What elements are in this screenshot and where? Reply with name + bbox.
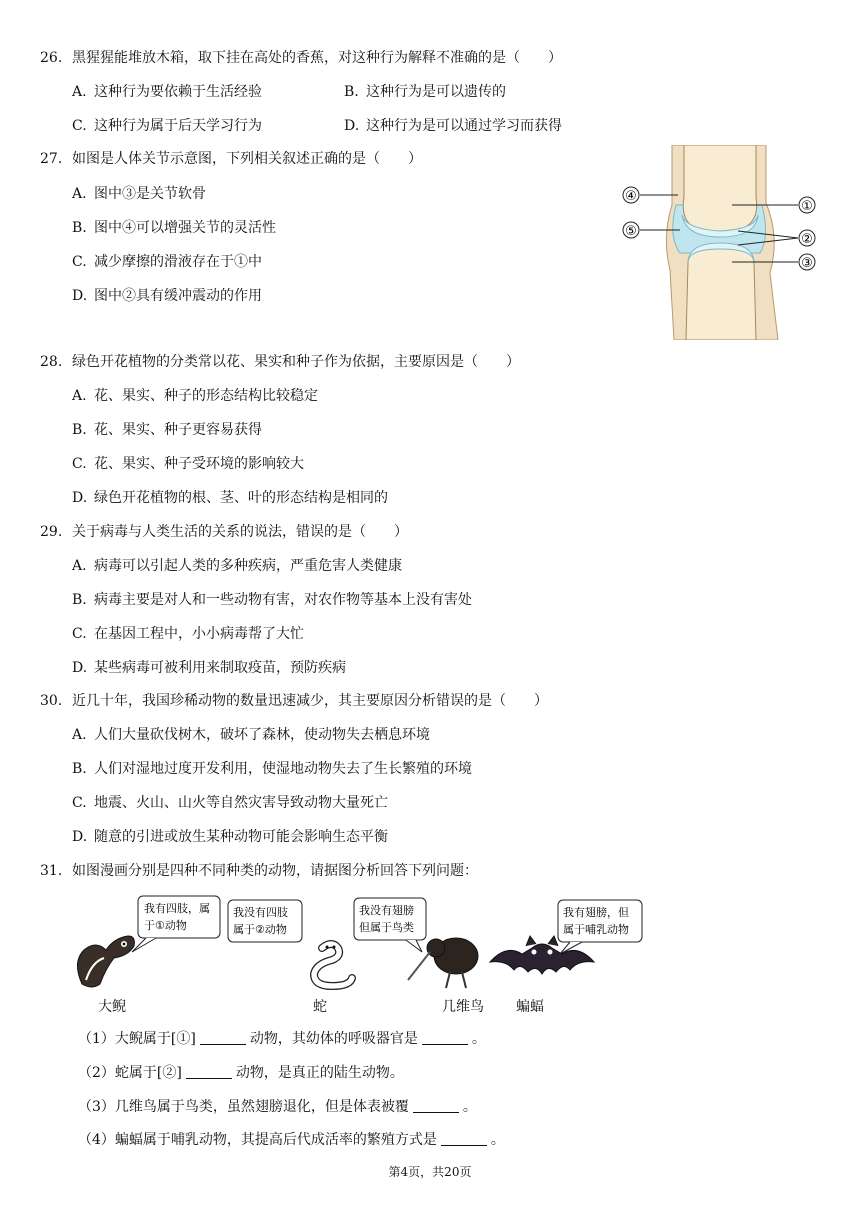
- option-30-d[interactable]: D. 随意的引进或放生某种动物可能会影响生态平衡: [72, 829, 388, 845]
- speech-bubble-2: [228, 900, 302, 942]
- question-text: 如图是人体关节示意图，下列相关叙述正确的是（ ）: [72, 151, 422, 167]
- question-26: [40, 49, 562, 67]
- giant-salamander-image: [77, 936, 134, 987]
- animal-name-snake: 蛇: [313, 999, 327, 1015]
- answer-blank[interactable]: [186, 1064, 232, 1079]
- question-text: 绿色开花植物的分类常以花、果实和种子作为依据，主要原因是（ ）: [72, 354, 520, 370]
- question-28: [40, 353, 520, 371]
- option-27-c[interactable]: C. 减少摩擦的滑液存在于①中: [72, 254, 262, 270]
- option-27-b[interactable]: B. 图中④可以增强关节的灵活性: [72, 220, 276, 236]
- svg-text:于①动物: 于①动物: [144, 919, 187, 932]
- subquestion-1: （1）大鲵属于[①] 动物，其幼体的呼吸器官是 。: [78, 1031, 486, 1047]
- speech-bubble-3: [354, 898, 426, 952]
- svg-text:④: ④: [625, 189, 637, 204]
- question-text: 近几十年，我国珍稀动物的数量迅速减少，其主要原因分析错误的是（ ）: [72, 693, 548, 709]
- option-28-b[interactable]: B. 花、果实、种子更容易获得: [72, 422, 262, 438]
- animal-name-kiwi: 几维鸟: [442, 999, 484, 1015]
- option-28-c[interactable]: C. 花、果实、种子受环境的影响较大: [72, 456, 304, 472]
- option-27-d[interactable]: D. 图中②具有缓冲震动的作用: [72, 288, 262, 304]
- label-2: [799, 230, 815, 247]
- option-30-b[interactable]: B. 人们对湿地过度开发利用，使湿地动物失去了生长繁殖的环境: [72, 761, 472, 777]
- question-text: 黑猩猩能堆放木箱，取下挂在高处的香蕉，对这种行为解释不准确的是（ ）: [72, 50, 562, 66]
- question-text: 关于病毒与人类生活的关系的说法，错误的是（ ）: [72, 524, 408, 540]
- answer-blank[interactable]: [422, 1030, 468, 1045]
- svg-text:属于②动物: 属于②动物: [233, 923, 287, 936]
- label-1: [799, 197, 815, 214]
- svg-text:①: ①: [801, 199, 813, 214]
- subquestion-2: （2）蛇属于[②] 动物，是真正的陆生动物。: [78, 1065, 404, 1081]
- speech-bubble-1: [132, 896, 220, 952]
- option-27-a[interactable]: A. 图中③是关节软骨: [72, 186, 206, 202]
- question-number: 28.: [40, 354, 63, 370]
- question-number: 26.: [40, 50, 63, 66]
- answer-blank[interactable]: [200, 1030, 246, 1045]
- speech-bubble-4: [558, 900, 642, 954]
- answer-blank[interactable]: [441, 1131, 487, 1146]
- option-28-d[interactable]: D. 绿色开花植物的根、茎、叶的形态结构是相同的: [72, 490, 388, 506]
- animal-name-bat: 蝙蝠: [516, 999, 544, 1015]
- question-30: [40, 692, 548, 710]
- option-29-c[interactable]: C. 在基因工程中，小小病毒帮了大忙: [72, 626, 304, 642]
- question-text: 如图漫画分别是四种不同种类的动物，请据图分析回答下列问题：: [72, 863, 478, 879]
- option-29-b[interactable]: B. 病毒主要是对人和一些动物有害，对农作物等基本上没有害处: [72, 592, 472, 608]
- option-26-d[interactable]: D. 这种行为是可以通过学习而获得: [344, 118, 562, 134]
- page-footer: 第4页，共20页: [388, 1165, 472, 1179]
- option-30-c[interactable]: C. 地震、火山、山火等自然灾害导致动物大量死亡: [72, 795, 388, 811]
- option-26-c[interactable]: C. 这种行为属于后天学习行为: [72, 118, 262, 134]
- question-number: 30.: [40, 693, 63, 709]
- label-5: [623, 222, 639, 239]
- svg-text:⑤: ⑤: [625, 224, 637, 239]
- option-29-d[interactable]: D. 某些病毒可被利用来制取疫苗，预防疾病: [72, 660, 346, 676]
- option-30-a[interactable]: A. 人们大量砍伐树木，破坏了森林，使动物失去栖息环境: [72, 727, 430, 743]
- svg-text:但属于鸟类: 但属于鸟类: [359, 921, 414, 934]
- question-number: 29.: [40, 524, 63, 540]
- svg-text:属于哺乳动物: 属于哺乳动物: [563, 923, 629, 936]
- svg-text:②: ②: [801, 232, 813, 247]
- question-number: 31.: [40, 863, 63, 879]
- joint-diagram: [610, 145, 825, 340]
- subquestion-3: （3）几维鸟属于鸟类，虽然翅膀退化，但是体表被覆 。: [78, 1099, 477, 1115]
- question-27: [40, 150, 422, 168]
- answer-blank[interactable]: [413, 1098, 459, 1113]
- question-29: [40, 523, 408, 541]
- question-number: 27.: [40, 151, 63, 167]
- svg-text:我没有翅膀: 我没有翅膀: [359, 904, 414, 917]
- svg-text:我没有四肢: 我没有四肢: [233, 906, 288, 919]
- option-26-a[interactable]: A. 这种行为要依赖于生活经验: [72, 84, 262, 100]
- animals-cartoon: [70, 892, 650, 996]
- svg-text:我有翅膀，但: 我有翅膀，但: [563, 906, 629, 919]
- label-4: [623, 187, 639, 204]
- svg-text:③: ③: [801, 256, 813, 271]
- option-26-b[interactable]: B. 这种行为是可以遗传的: [344, 84, 506, 100]
- option-28-a[interactable]: A. 花、果实、种子的形态结构比较稳定: [72, 388, 318, 404]
- option-29-a[interactable]: A. 病毒可以引起人类的多种疾病，严重危害人类健康: [72, 558, 402, 574]
- svg-text:我有四肢，属: 我有四肢，属: [144, 902, 210, 915]
- subquestion-4: （4）蝙蝠属于哺乳动物，其提高后代成活率的繁殖方式是 。: [78, 1132, 505, 1148]
- snake-image: [314, 944, 352, 986]
- label-3: [799, 254, 815, 271]
- question-31: [40, 862, 478, 880]
- animal-name-giant-salamander: 大鲵: [98, 999, 126, 1015]
